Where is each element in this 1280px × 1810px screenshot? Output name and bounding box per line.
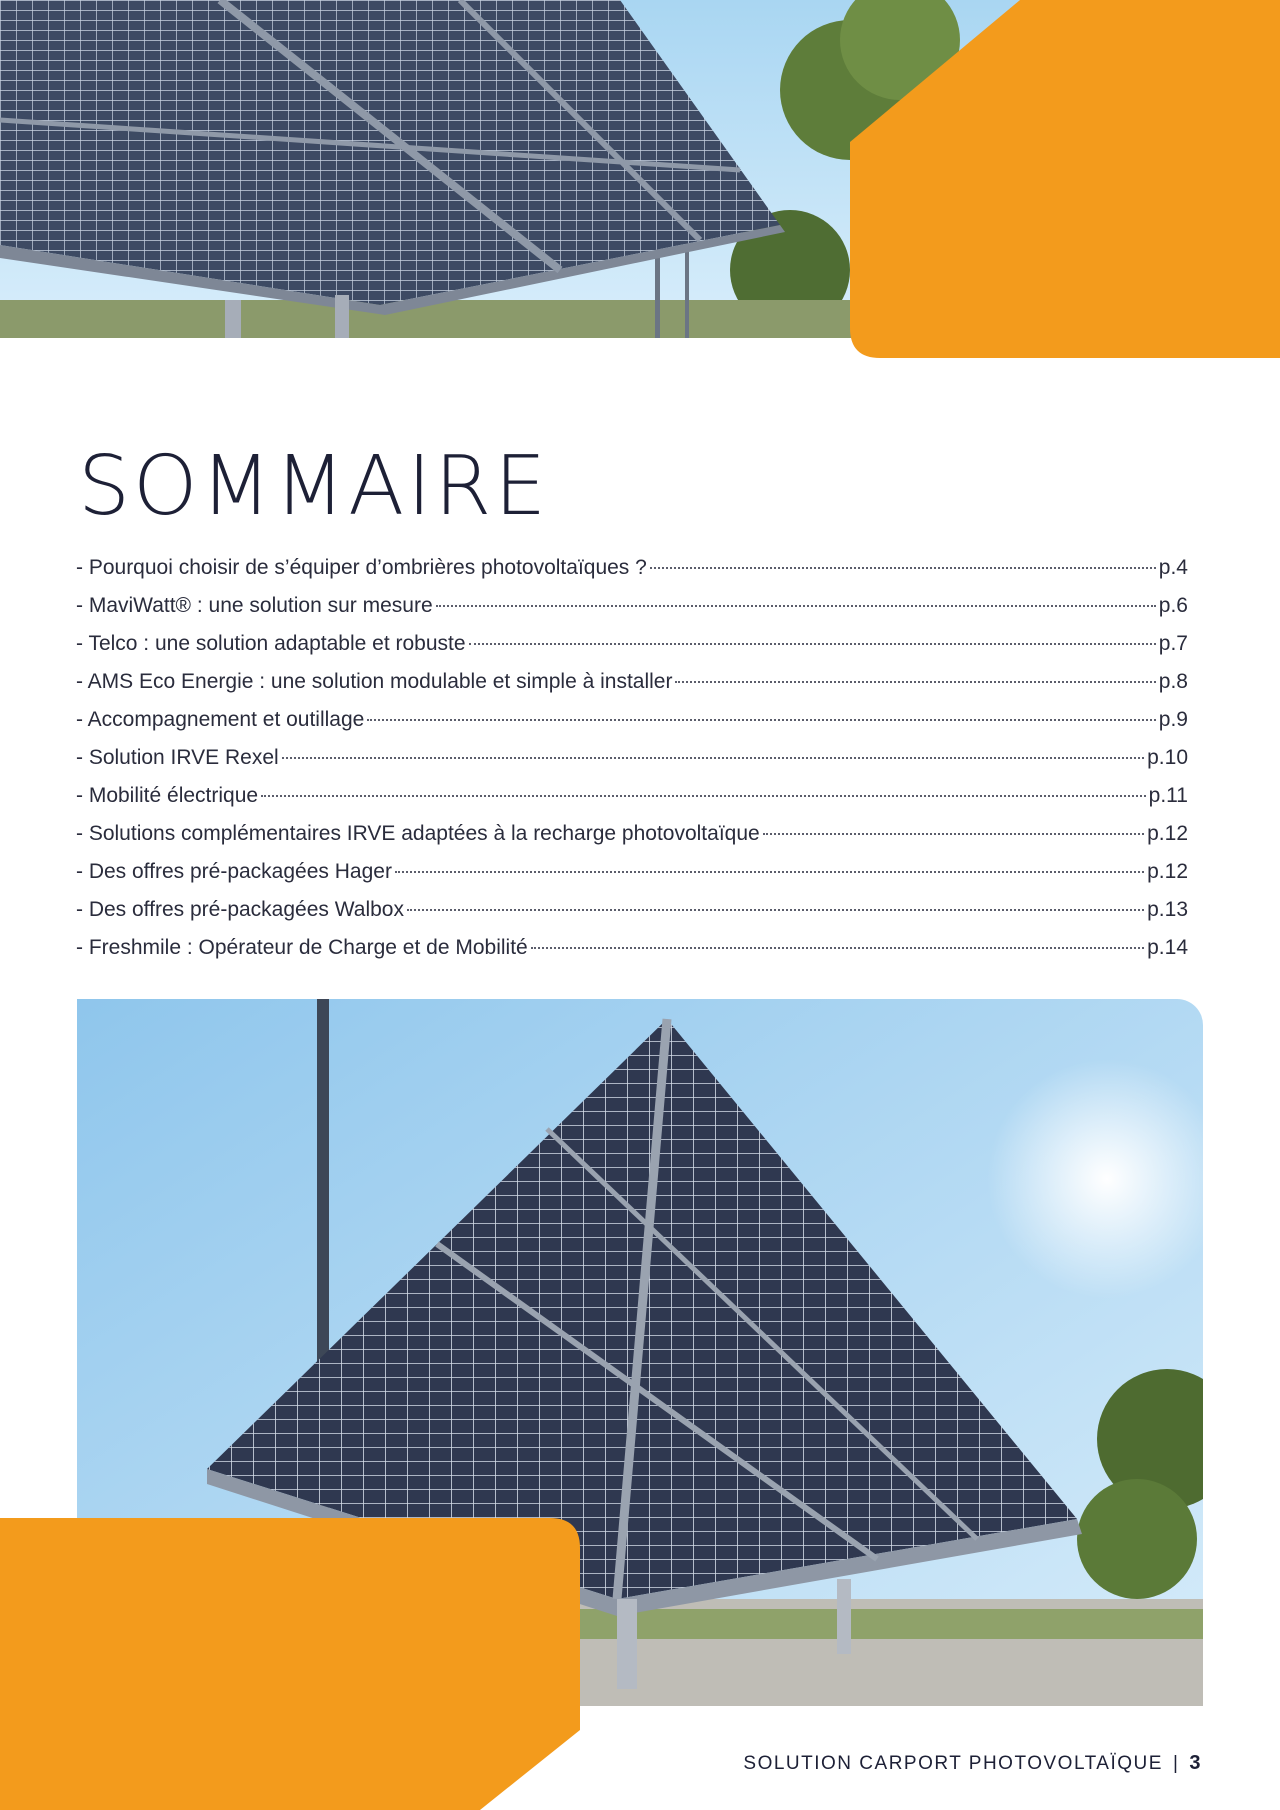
toc-entry-page: p.7	[1158, 632, 1188, 655]
toc-leader-dots	[675, 681, 1155, 683]
toc-leader-dots	[395, 871, 1144, 873]
toc-entry-page: p.4	[1158, 556, 1188, 579]
toc-entry-page: p.14	[1147, 936, 1188, 959]
footer-separator: |	[1172, 1752, 1180, 1774]
toc-entry-label: - AMS Eco Energie : une solution modulable et simple à installer	[76, 670, 673, 693]
toc-entry-label: - Freshmile : Opérateur de Charge et de Mobilité	[76, 936, 528, 959]
toc-leader-dots	[407, 909, 1144, 911]
toc-entry-label: - Telco : une solution adaptable et robuste	[76, 632, 466, 655]
toc-leader-dots	[367, 719, 1155, 721]
toc-entry[interactable]	[76, 860, 1188, 898]
toc-entry-label: - Pourquoi choisir de s’équiper d’ombrières photovoltaïques ?	[76, 556, 647, 579]
toc-entry-label: - MaviWatt® : une solution sur mesure	[76, 594, 433, 617]
toc-entry-label: - Solution IRVE Rexel	[76, 746, 279, 769]
toc-leader-dots	[436, 605, 1156, 607]
toc-entry[interactable]	[76, 708, 1188, 746]
table-of-contents	[76, 556, 1188, 974]
toc-leader-dots	[261, 795, 1146, 797]
page-title: SOMMAIRE	[78, 439, 550, 534]
page-number: 3	[1189, 1752, 1202, 1774]
toc-entry[interactable]	[76, 556, 1188, 594]
toc-entry-page: p.11	[1148, 784, 1188, 807]
orange-accent-top	[850, 0, 1280, 358]
toc-entry-label: - Mobilité électrique	[76, 784, 259, 807]
toc-leader-dots	[282, 757, 1144, 759]
toc-entry[interactable]	[76, 594, 1188, 632]
footer-section-title: SOLUTION CARPORT PHOTOVOLTAÏQUE	[743, 1752, 1163, 1774]
toc-entry[interactable]	[76, 784, 1188, 822]
toc-entry-page: p.6	[1158, 594, 1188, 617]
toc-leader-dots	[763, 833, 1144, 835]
toc-entry-page: p.12	[1147, 822, 1188, 845]
toc-entry-label: - Des offres pré-packagées Walbox	[76, 898, 404, 921]
toc-entry[interactable]	[76, 822, 1188, 860]
toc-entry-page: p.12	[1147, 860, 1188, 883]
page-footer	[743, 1752, 1202, 1775]
toc-leader-dots	[650, 567, 1156, 569]
toc-entry-label: - Accompagnement et outillage	[76, 708, 365, 731]
toc-entry-page: p.13	[1147, 898, 1188, 921]
toc-entry[interactable]	[76, 746, 1188, 784]
toc-entry-page: p.10	[1147, 746, 1188, 769]
toc-leader-dots	[531, 947, 1144, 949]
toc-entry-label: - Solutions complémentaires IRVE adaptées à la recharge photovoltaïque	[76, 822, 760, 845]
toc-entry[interactable]	[76, 936, 1188, 974]
toc-entry[interactable]	[76, 670, 1188, 708]
toc-entry[interactable]	[76, 632, 1188, 670]
toc-entry-page: p.9	[1158, 708, 1188, 731]
toc-entry[interactable]	[76, 898, 1188, 936]
toc-entry-page: p.8	[1158, 670, 1188, 693]
toc-leader-dots	[469, 643, 1156, 645]
orange-accent-bottom	[0, 1518, 580, 1810]
toc-entry-label: - Des offres pré-packagées Hager	[76, 860, 392, 883]
